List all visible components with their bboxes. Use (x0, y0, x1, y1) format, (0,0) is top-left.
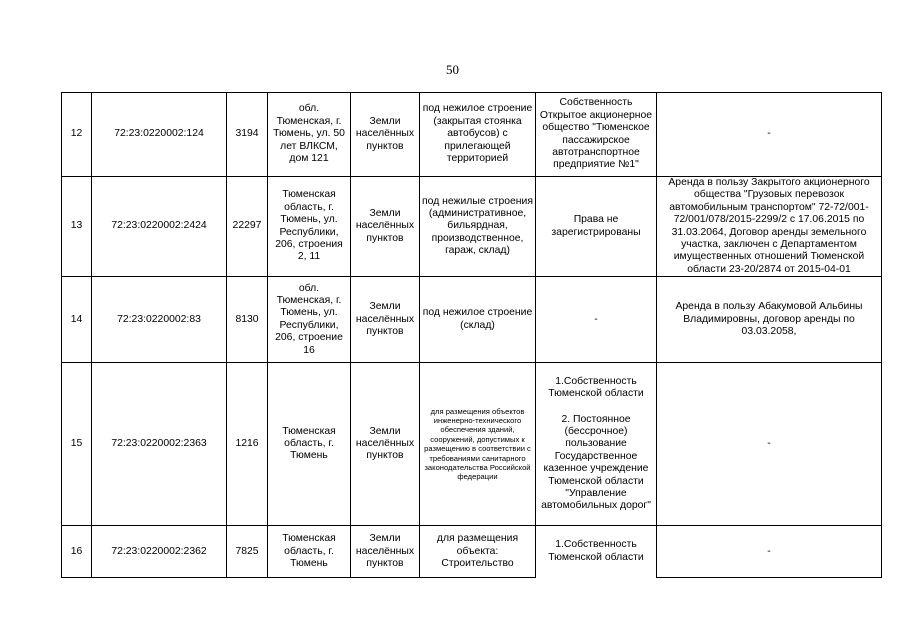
page-number: 50 (446, 62, 459, 77)
land-category: Земли населённых пунктов (351, 177, 420, 277)
area: 7825 (227, 526, 268, 578)
encumbrance: Аренда в пользу Закрытого акционерного общества "Грузовых перевозок автомобильным транспортом" 72-72/001-72/001/078/2015-2299/2 с 17.06.2015 по 31.03.2064, Договор аренды земельного участка, заключен с Департаментом имущественных отношений Тюменской области 23-20/2874 от 2015-04-01 (657, 177, 882, 277)
land-category: Земли населённых пунктов (351, 93, 420, 177)
rights: 1.Собственность Тюменской области (536, 526, 657, 578)
cadastral-number: 72:23:0220002:2424 (92, 177, 227, 277)
address: обл. Тюменская, г. Тюмень, ул. Республики, 206, строение 16 (268, 277, 351, 363)
area: 8130 (227, 277, 268, 363)
table-row (62, 277, 882, 363)
rights-permanent-use: 2. Постоянное (бессрочное) пользование Государственное казенное учреждение Тюменской области "Управление автомобильных дорог" (541, 413, 651, 512)
rights: Права не зарегистрированы (536, 177, 657, 277)
land-category: Земли населённых пунктов (351, 363, 420, 526)
land-category: Земли населённых пунктов (351, 526, 420, 578)
area: 1216 (227, 363, 268, 526)
address: Тюменская область, г. Тюмень, ул. Республики, 206, строения 2, 11 (268, 177, 351, 277)
encumbrance: - (657, 93, 882, 177)
row-number: 13 (62, 177, 92, 277)
table-row (62, 177, 882, 277)
row-number: 16 (62, 526, 92, 578)
cadastral-number: 72:23:0220002:124 (92, 93, 227, 177)
row-number: 14 (62, 277, 92, 363)
rights (536, 363, 657, 526)
permitted-use: для размещения объекта: Строительство (420, 526, 536, 578)
encumbrance: - (657, 526, 882, 578)
cadastral-number: 72:23:0220002:83 (92, 277, 227, 363)
permitted-use: под нежилое строение (склад) (420, 277, 536, 363)
area: 3194 (227, 93, 268, 177)
cadastral-number: 72:23:0220002:2362 (92, 526, 227, 578)
address: Тюменская область, г. Тюмень (268, 363, 351, 526)
permitted-use: для размещения объектов инженерно-технического обеспечения зданий, сооружений, допустимых к размещению в соответствии с требованиями санитарного законодательства Российской федерации (420, 363, 536, 526)
address: обл. Тюменская, г. Тюмень, ул. 50 лет ВЛКСМ, дом 121 (268, 93, 351, 177)
table-row (62, 526, 882, 578)
row-number: 12 (62, 93, 92, 177)
cadastral-number: 72:23:0220002:2363 (92, 363, 227, 526)
encumbrance: Аренда в пользу Абакумовой Альбины Владимировны, договор аренды по 03.03.2058, (657, 277, 882, 363)
rights: - (536, 277, 657, 363)
area: 22297 (227, 177, 268, 277)
table-row (62, 93, 882, 177)
land-category: Земли населённых пунктов (351, 277, 420, 363)
row-number: 15 (62, 363, 92, 526)
permitted-use: под нежилые строения (административное, бильярдная, производственное, гараж, склад) (420, 177, 536, 277)
permitted-use: под нежилое строение (закрытая стоянка автобусов) с прилегающей территорией (420, 93, 536, 177)
address: Тюменская область, г. Тюмень (268, 526, 351, 578)
rights-ownership: 1.Собственность Тюменской области (548, 375, 644, 400)
land-plots-table (61, 92, 882, 578)
rights: Собственность Открытое акционерное общество "Тюменское пассажирское автотранспортное предприятие №1" (536, 93, 657, 177)
table-row (62, 363, 882, 526)
encumbrance: - (657, 363, 882, 526)
